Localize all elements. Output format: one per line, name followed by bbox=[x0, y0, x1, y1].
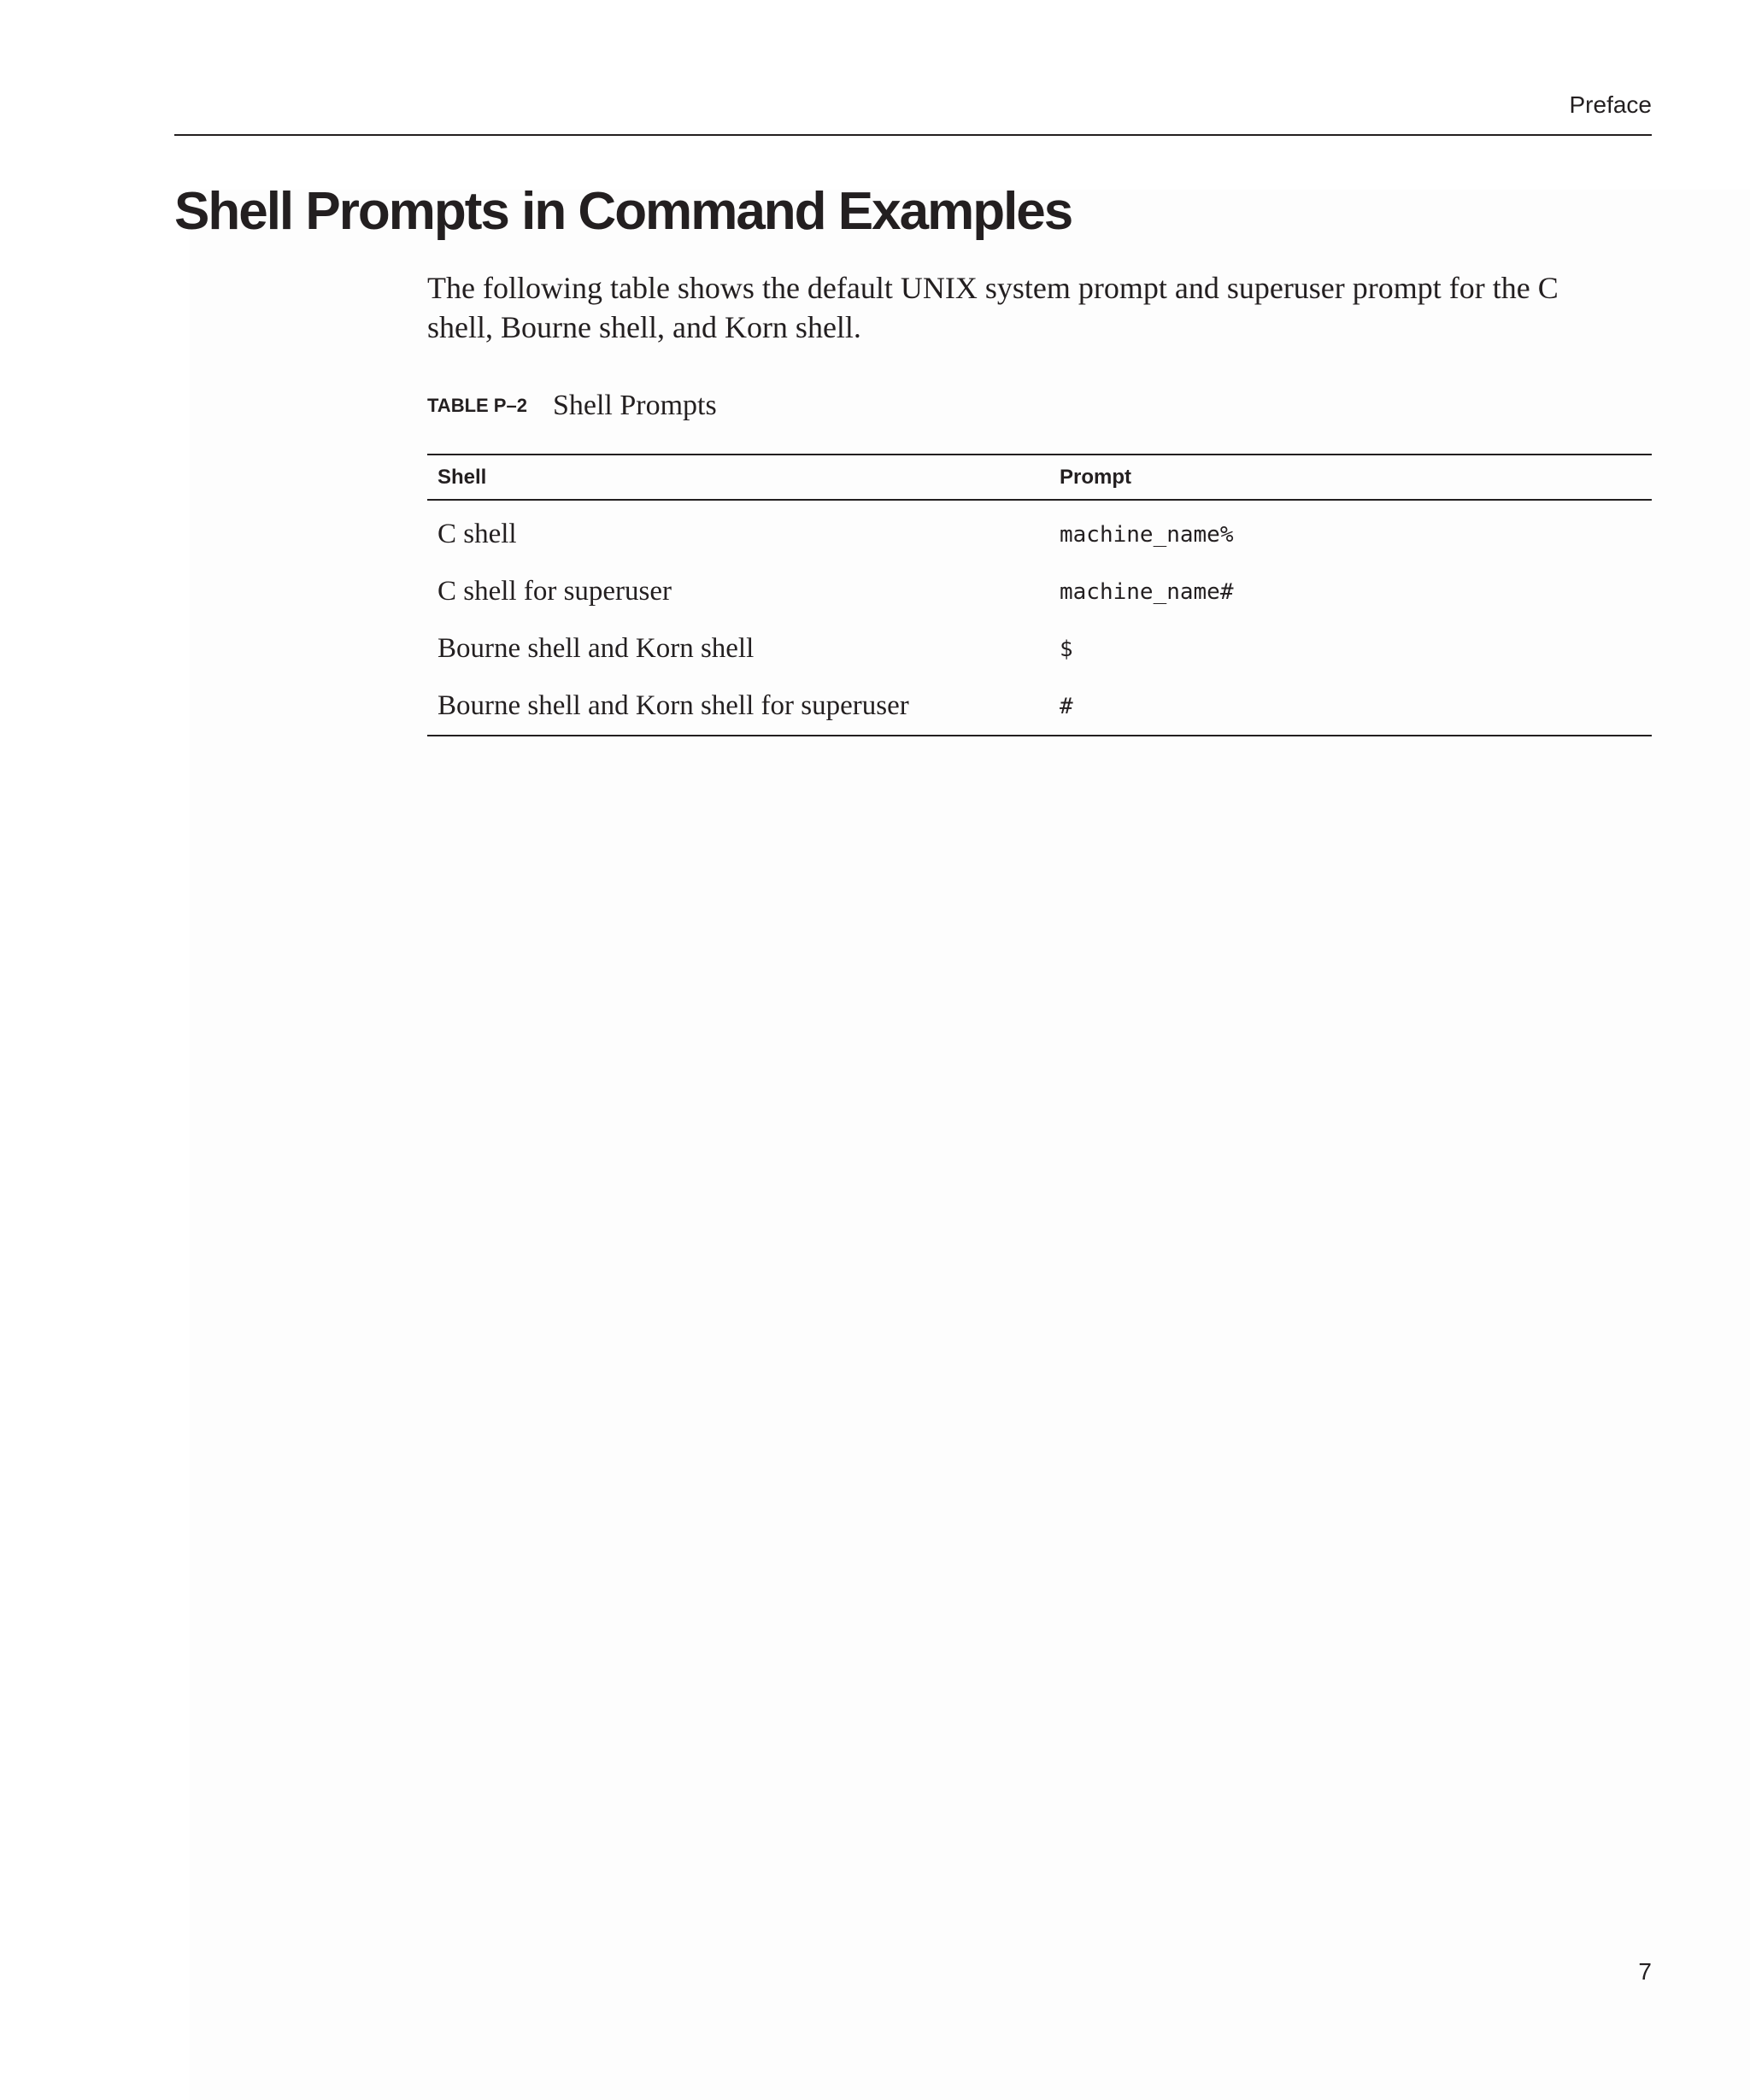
cell-prompt: $ bbox=[1060, 636, 1073, 662]
intro-paragraph: The following table shows the default UNIX system prompt and superuser prompt for the C shell, Bourne shell, and Korn shell. bbox=[427, 271, 1559, 344]
table-caption bbox=[427, 390, 717, 422]
shell-prompts-table bbox=[427, 454, 1652, 736]
section-title: Shell Prompts in Command Examples bbox=[174, 182, 1072, 241]
table-header-row bbox=[427, 455, 1652, 500]
column-header-prompt: Prompt bbox=[1049, 455, 1652, 500]
cell-prompt: machine_name% bbox=[1060, 521, 1234, 548]
column-header-shell: Shell bbox=[427, 455, 1049, 500]
table-label: TABLE P–2 bbox=[427, 395, 527, 416]
cell-shell: Bourne shell and Korn shell for superuser bbox=[427, 678, 1049, 736]
table-title: Shell Prompts bbox=[552, 390, 717, 421]
table-row bbox=[427, 678, 1652, 736]
running-header: Preface bbox=[1569, 91, 1652, 118]
header-rule bbox=[174, 134, 1652, 136]
cell-shell: Bourne shell and Korn shell bbox=[438, 633, 755, 664]
table-row bbox=[427, 620, 1652, 678]
table-row bbox=[427, 563, 1652, 620]
cell-shell: C shell bbox=[438, 519, 517, 549]
page-number: 7 bbox=[1638, 1958, 1652, 1985]
cell-prompt: machine_name# bbox=[1060, 578, 1234, 605]
cell-shell: C shell for superuser bbox=[438, 576, 672, 607]
table-row bbox=[427, 500, 1652, 563]
cell-prompt: # bbox=[1049, 678, 1652, 736]
